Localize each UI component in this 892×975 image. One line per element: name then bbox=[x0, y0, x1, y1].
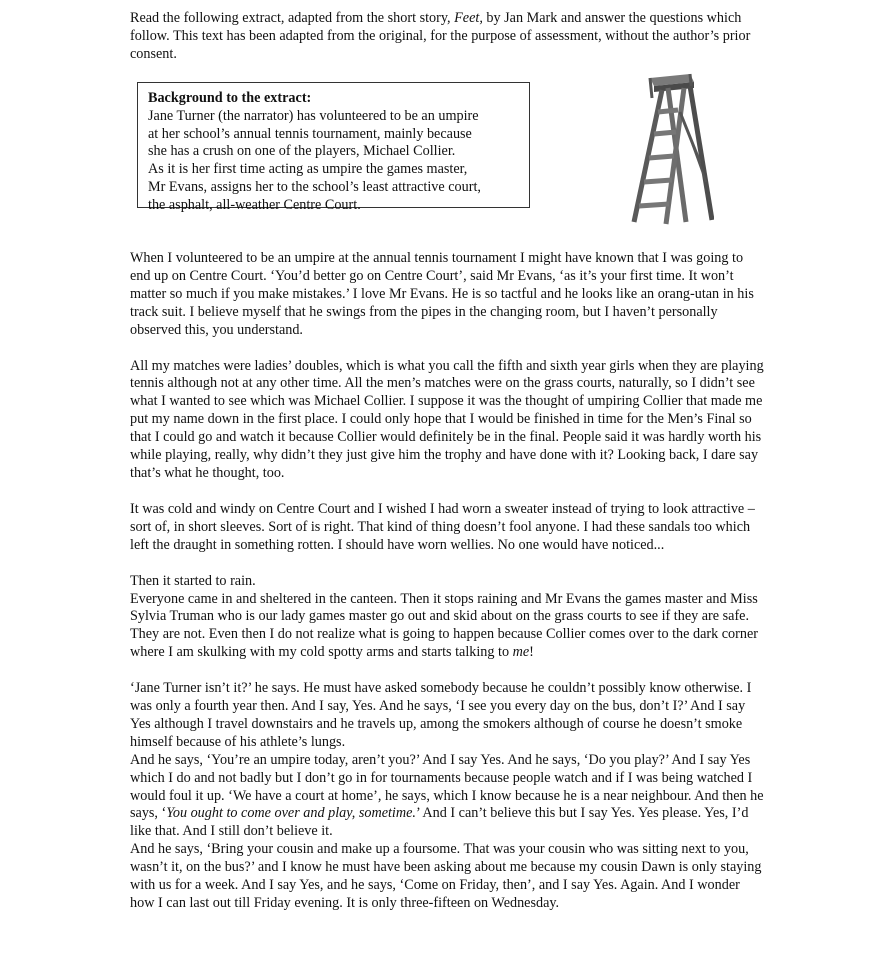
paragraph-4b-emphasis: me bbox=[512, 644, 530, 661]
paragraph-4 bbox=[130, 573, 766, 663]
paragraph-5a: ‘Jane Turner isn’t it?’ he says. He must have asked somebody because he couldn’t possibly know otherwise. I was only a fourth year then. And I say, Yes. And he says, ‘I see you every day on the bus, don’t I?’ And I say Yes although I travel downstairs and he travels up, among the smokers although of course he doesn’t smoke himself because of his athlete’s lungs. bbox=[130, 680, 752, 750]
paragraph-4b-end: ! bbox=[529, 644, 534, 661]
paragraph-5 bbox=[130, 680, 766, 913]
background-line: the asphalt, all-weather Centre Court. bbox=[148, 196, 361, 213]
background-box bbox=[137, 82, 530, 213]
background-line: Mr Evans, assigns her to the school’s least attractive court, bbox=[148, 178, 481, 195]
intro-part2: by Jan Mark and answer the questions which follow. This text has been adapted from the original, for the purpose of assessment, without the author’s prior consent. bbox=[130, 10, 751, 62]
background-heading: Background to the extract: bbox=[148, 90, 312, 106]
paragraph-5b-text: And he says, ‘You’re an umpire today, aren’t you?’ And I say Yes. And he says, ‘Do you play?’ And I say Yes which I do and not badly but I don’t go in for tournaments because people watch and if I was being watched I would foul it up. ‘We have a court at home’, he says, which I know because he is a near neighbour. And then he says, ‘ bbox=[130, 751, 764, 822]
paragraph-5b-end: ’ And I can’t believe this but I say Yes. Yes please. Yes, I’d like that. And I still don’t believe it. bbox=[130, 805, 749, 840]
paragraph-2: All my matches were ladies’ doubles, which is what you call the fifth and sixth year girls when they are playing tennis although not at any other time. All the men’s matches were on the grass courts, naturally, so I didn’t see what I wanted to see which was Michael Collier. I suppose it was the thought of umpiring Collier that made me put my name down in the first place. I could only hope that I would be finished in time for the Men’s Final so that I could go and watch it because Collier would definitely be in the final. People said it was hardly worth his while playing, really, why didn’t they just give him the trophy and have done with it? Looking back, I dare say that’s what he thought, too. bbox=[130, 357, 764, 481]
umpire-chair-image bbox=[628, 72, 714, 230]
intro-text bbox=[130, 10, 766, 64]
story-title: Feet, bbox=[454, 10, 483, 26]
paragraph-4b-text: Everyone came in and sheltered in the canteen. Then it stops raining and Mr Evans the games master and Miss Sylvia Truman who is our lady games master go out and skid about on the grass courts to see if they are safe. They are not. Even then I do not realize what is going to happen because Collier comes over to the dark corner where I am skulking with my cold spotty arms and starts talking to bbox=[130, 590, 758, 661]
paragraph-5c: And he says, ‘Bring your cousin and make up a foursome. That was your cousin who was sitting next to you, wasn’t it, on the bus?’ and I know he must have been asking about me because my cousin Dawn is only staying with us for a week. And I say Yes, and he says, ‘Come on Friday, then’, and I say Yes. Again. And I wonder how I can last out till Friday evening. It is only three-fifteen on Wednesday. bbox=[130, 841, 762, 911]
background-line: at her school’s annual tennis tournament, mainly because bbox=[148, 125, 472, 142]
paragraph-1: When I volunteered to be an umpire at the annual tennis tournament I might have known that I was going to end up on Centre Court. ‘You’d better go on Centre Court’, said Mr Evans, ‘as it’s your first time. It won’t matter so much if you make mistakes.’ I love Mr Evans. He is so tactful and he looks like an orang-utan in his track suit. I believe myself that he swings from the pipes in the changing room, but I haven’t personally observed this, you understand. bbox=[130, 250, 754, 338]
background-line: she has a crush on one of the players, Michael Collier. bbox=[148, 143, 456, 160]
paragraph-4b bbox=[130, 591, 766, 663]
paragraph-5b-emphasis: You ought to come over and play, sometime. bbox=[166, 805, 416, 822]
background-line: As it is her first time acting as umpire the games master, bbox=[148, 161, 468, 178]
background-line: Jane Turner (the narrator) has volunteered to be an umpire bbox=[148, 107, 479, 124]
paragraph-3: It was cold and windy on Centre Court and I wished I had worn a sweater instead of trying to look attractive – sort of, in short sleeves. Sort of is right. That kind of thing doesn’t fool anyone. I had these sandals too which left the draught in something rotten. I should have worn wellies. No one would have noticed... bbox=[130, 500, 755, 553]
intro-part1: Read the following extract, adapted from the short story, bbox=[130, 10, 455, 26]
paragraph-4a: Then it started to rain. bbox=[130, 572, 256, 589]
paragraph-5b bbox=[130, 752, 766, 842]
intro-block bbox=[130, 10, 766, 64]
extract-body bbox=[130, 250, 766, 913]
